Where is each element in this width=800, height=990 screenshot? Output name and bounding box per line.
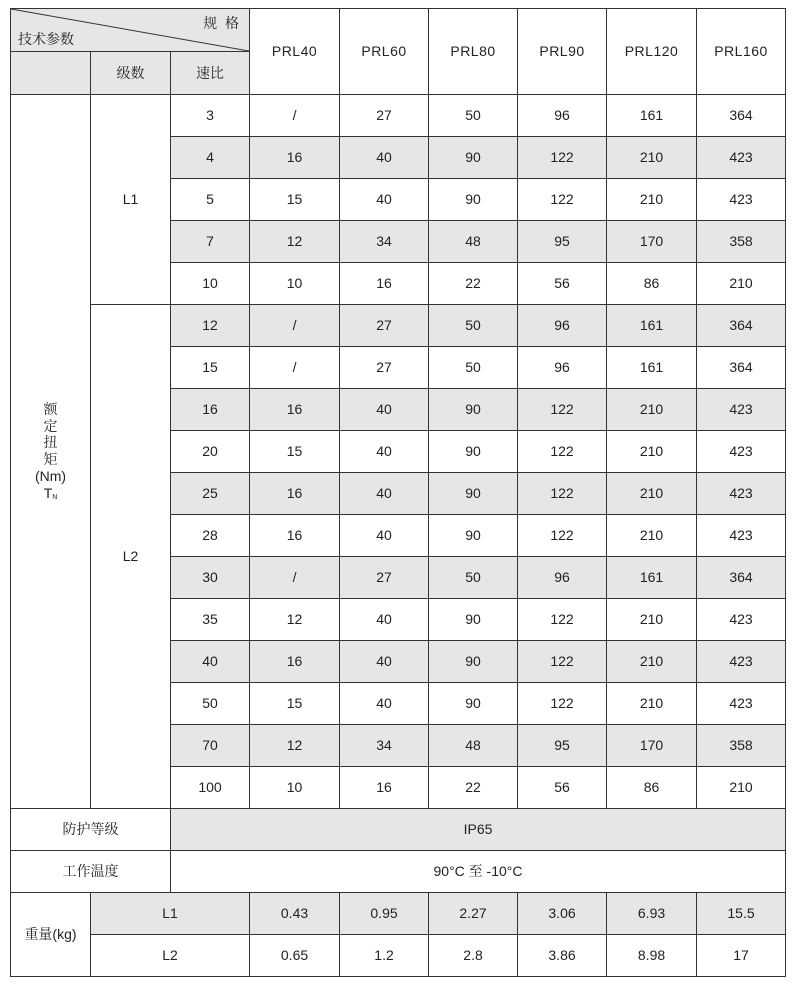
ratio-cell: 35 (171, 599, 250, 641)
torque-value-cell: / (250, 347, 340, 389)
weight-value-cell: 17 (697, 935, 786, 977)
torque-value-cell: 34 (340, 221, 429, 263)
torque-value-cell: 423 (697, 515, 786, 557)
torque-value-cell: 56 (518, 767, 607, 809)
torque-value-cell: 122 (518, 389, 607, 431)
torque-value-cell: 22 (429, 767, 518, 809)
torque-value-cell: 210 (607, 515, 697, 557)
torque-value-cell: 86 (607, 767, 697, 809)
weight-stage-cell: L2 (91, 935, 250, 977)
torque-value-cell: 170 (607, 725, 697, 767)
torque-value-cell: 358 (697, 221, 786, 263)
torque-value-cell: 16 (250, 473, 340, 515)
torque-value-cell: 90 (429, 431, 518, 473)
torque-value-cell: 16 (340, 263, 429, 305)
torque-value-cell: 40 (340, 515, 429, 557)
torque-row (11, 95, 786, 137)
torque-value-cell: 364 (697, 347, 786, 389)
ratio-cell: 3 (171, 95, 250, 137)
protection-row (11, 809, 786, 851)
torque-value-cell: 122 (518, 599, 607, 641)
torque-value-cell: 48 (429, 221, 518, 263)
torque-value-cell: 90 (429, 179, 518, 221)
torque-value-cell: 40 (340, 137, 429, 179)
torque-value-cell: 90 (429, 473, 518, 515)
torque-value-cell: 161 (607, 557, 697, 599)
torque-value-cell: 40 (340, 389, 429, 431)
torque-value-cell: 161 (607, 95, 697, 137)
torque-value-cell: 96 (518, 557, 607, 599)
torque-value-cell: 423 (697, 641, 786, 683)
weight-value-cell: 1.2 (340, 935, 429, 977)
torque-value-cell: 423 (697, 137, 786, 179)
torque-value-cell: 50 (429, 95, 518, 137)
protection-label: 防护等级 (11, 809, 171, 851)
torque-value-cell: 12 (250, 725, 340, 767)
weight-value-cell: 0.65 (250, 935, 340, 977)
temperature-label: 工作温度 (11, 851, 171, 893)
torque-value-cell: 96 (518, 95, 607, 137)
torque-value-cell: 358 (697, 725, 786, 767)
torque-value-cell: 16 (250, 515, 340, 557)
torque-label-cell (11, 95, 91, 809)
torque-value-cell: 16 (340, 767, 429, 809)
temperature-value: 90°C 至 -10°C (171, 851, 786, 893)
spec-label: 规 格 (203, 15, 242, 31)
torque-value-cell: 423 (697, 599, 786, 641)
weight-value-cell: 8.98 (607, 935, 697, 977)
torque-value-cell: 122 (518, 431, 607, 473)
torque-value-cell: 210 (607, 137, 697, 179)
torque-value-cell: 96 (518, 305, 607, 347)
ratio-cell: 40 (171, 641, 250, 683)
weight-label: 重量(kg) (11, 893, 91, 977)
ratio-cell: 10 (171, 263, 250, 305)
torque-value-cell: 122 (518, 473, 607, 515)
model-header-prl40: PRL40 (250, 9, 340, 95)
torque-value-cell: 423 (697, 431, 786, 473)
ratio-cell: 30 (171, 557, 250, 599)
torque-value-cell: / (250, 305, 340, 347)
ratio-cell: 7 (171, 221, 250, 263)
model-header-prl120: PRL120 (607, 9, 697, 95)
torque-value-cell: 210 (697, 767, 786, 809)
torque-value-cell: 16 (250, 137, 340, 179)
model-header-prl160: PRL160 (697, 9, 786, 95)
torque-value-cell: 12 (250, 221, 340, 263)
ratio-header: 速比 (171, 52, 250, 95)
stage-header: 级数 (91, 52, 171, 95)
torque-value-cell: 423 (697, 389, 786, 431)
torque-value-cell: 423 (697, 473, 786, 515)
torque-value-cell: 40 (340, 683, 429, 725)
weight-row (11, 935, 786, 977)
torque-value-cell: / (250, 557, 340, 599)
torque-value-cell: 90 (429, 641, 518, 683)
torque-value-cell: 90 (429, 515, 518, 557)
torque-value-cell: 210 (607, 389, 697, 431)
torque-value-cell: 423 (697, 683, 786, 725)
torque-value-cell: 95 (518, 221, 607, 263)
torque-value-cell: 210 (607, 599, 697, 641)
torque-value-cell: 15 (250, 683, 340, 725)
model-header-prl60: PRL60 (340, 9, 429, 95)
torque-value-cell: 170 (607, 221, 697, 263)
weight-value-cell: 6.93 (607, 893, 697, 935)
torque-value-cell: 16 (250, 641, 340, 683)
torque-value-cell: 50 (429, 305, 518, 347)
torque-label-char: 定 (43, 417, 58, 434)
torque-value-cell: 56 (518, 263, 607, 305)
stage-cell: L2 (91, 305, 171, 809)
torque-value-cell: 210 (697, 263, 786, 305)
torque-value-cell: 40 (340, 473, 429, 515)
torque-value-cell: 90 (429, 599, 518, 641)
param-label: 技术参数 (18, 31, 74, 48)
spec-table (10, 8, 786, 977)
torque-value-cell: 16 (250, 389, 340, 431)
torque-value-cell: 210 (607, 431, 697, 473)
weight-stage-cell: L1 (91, 893, 250, 935)
torque-value-cell: 122 (518, 179, 607, 221)
torque-value-cell: 161 (607, 305, 697, 347)
torque-value-cell: 40 (340, 599, 429, 641)
torque-label-char: 额 (43, 400, 58, 417)
torque-value-cell: 423 (697, 179, 786, 221)
torque-unit: (Nm) (34, 468, 67, 484)
torque-symbol (11, 485, 90, 502)
torque-value-cell: 27 (340, 305, 429, 347)
model-header-prl90: PRL90 (518, 9, 607, 95)
torque-label-char: 矩 (43, 451, 58, 468)
torque-value-cell: 48 (429, 725, 518, 767)
torque-value-cell: 90 (429, 683, 518, 725)
torque-value-cell: 15 (250, 179, 340, 221)
ratio-cell: 5 (171, 179, 250, 221)
torque-value-cell: 364 (697, 95, 786, 137)
ratio-cell: 20 (171, 431, 250, 473)
torque-value-cell: 34 (340, 725, 429, 767)
weight-value-cell: 0.95 (340, 893, 429, 935)
blank-header-cell (11, 52, 91, 95)
torque-value-cell: 210 (607, 641, 697, 683)
torque-value-cell: / (250, 95, 340, 137)
weight-value-cell: 3.86 (518, 935, 607, 977)
torque-row (11, 305, 786, 347)
torque-value-cell: 161 (607, 347, 697, 389)
torque-value-cell: 210 (607, 683, 697, 725)
torque-value-cell: 210 (607, 179, 697, 221)
protection-value: IP65 (171, 809, 786, 851)
torque-value-cell: 40 (340, 641, 429, 683)
torque-value-cell: 95 (518, 725, 607, 767)
torque-symbol-subscript: N (52, 493, 58, 501)
model-header-prl80: PRL80 (429, 9, 518, 95)
torque-value-cell: 210 (607, 473, 697, 515)
torque-value-cell: 22 (429, 263, 518, 305)
weight-value-cell: 0.43 (250, 893, 340, 935)
ratio-cell: 12 (171, 305, 250, 347)
torque-value-cell: 40 (340, 179, 429, 221)
torque-value-cell: 10 (250, 767, 340, 809)
torque-value-cell: 27 (340, 557, 429, 599)
torque-value-cell: 90 (429, 137, 518, 179)
torque-value-cell: 122 (518, 683, 607, 725)
torque-value-cell: 122 (518, 137, 607, 179)
ratio-cell: 100 (171, 767, 250, 809)
ratio-cell: 16 (171, 389, 250, 431)
torque-value-cell: 86 (607, 263, 697, 305)
weight-row (11, 893, 786, 935)
ratio-cell: 4 (171, 137, 250, 179)
torque-value-cell: 96 (518, 347, 607, 389)
ratio-cell: 70 (171, 725, 250, 767)
ratio-cell: 50 (171, 683, 250, 725)
torque-value-cell: 15 (250, 431, 340, 473)
torque-value-cell: 364 (697, 557, 786, 599)
weight-value-cell: 3.06 (518, 893, 607, 935)
torque-value-cell: 122 (518, 641, 607, 683)
torque-value-cell: 50 (429, 347, 518, 389)
weight-value-cell: 15.5 (697, 893, 786, 935)
ratio-cell: 28 (171, 515, 250, 557)
weight-value-cell: 2.27 (429, 893, 518, 935)
weight-value-cell: 2.8 (429, 935, 518, 977)
temperature-row (11, 851, 786, 893)
header-row (11, 9, 786, 52)
torque-value-cell: 12 (250, 599, 340, 641)
torque-value-cell: 364 (697, 305, 786, 347)
header-corner-cell (11, 9, 250, 52)
torque-value-cell: 27 (340, 347, 429, 389)
ratio-cell: 25 (171, 473, 250, 515)
torque-value-cell: 10 (250, 263, 340, 305)
torque-label-char: 扭 (43, 434, 58, 451)
torque-value-cell: 122 (518, 515, 607, 557)
torque-symbol-main: T (43, 484, 53, 501)
stage-cell: L1 (91, 95, 171, 305)
torque-value-cell: 27 (340, 95, 429, 137)
torque-value-cell: 50 (429, 557, 518, 599)
torque-value-cell: 90 (429, 389, 518, 431)
ratio-cell: 15 (171, 347, 250, 389)
torque-value-cell: 40 (340, 431, 429, 473)
